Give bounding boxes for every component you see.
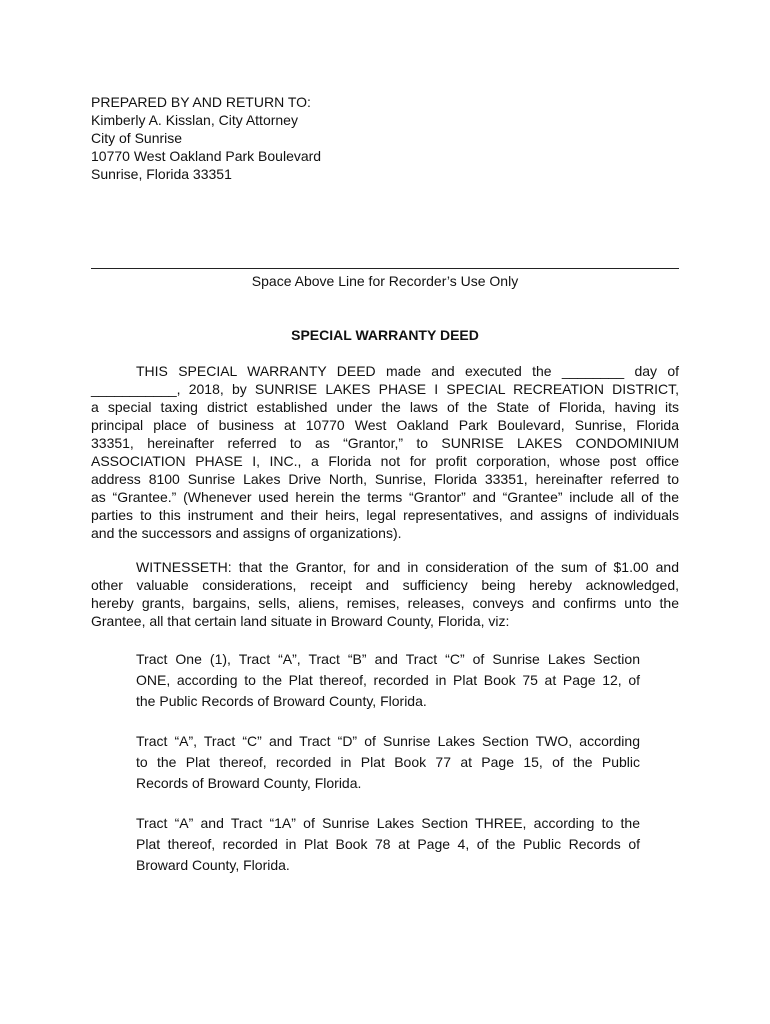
paragraph-line: a special taxing district established under the laws of the State of Florida, having its	[91, 399, 679, 415]
tract-description-section-one	[136, 649, 640, 712]
tract-line: ONE, according to the Plat thereof, recorded in Plat Book 75 at Page 12, of	[136, 672, 640, 688]
paragraph-line: ___________, 2018, by SUNRISE LAKES PHASE I SPECIAL RECREATION DISTRICT,	[91, 381, 679, 397]
paragraph-line: address 8100 Sunrise Lakes Drive North, Sunrise, Florida 33351, hereinafter referred to	[91, 471, 679, 487]
paragraph-line: ASSOCIATION PHASE I, INC., a Florida not for profit corporation, whose post office	[91, 453, 679, 469]
tract-line: the Public Records of Broward County, Florida.	[136, 693, 427, 709]
paragraph-line: and the successors and assigns of organizations).	[91, 525, 402, 541]
tract-line: Plat thereof, recorded in Plat Book 78 at Page 4, of the Public Records of	[136, 836, 640, 852]
paragraph-line: other valuable considerations, receipt and sufficiency being hereby acknowledged,	[91, 577, 679, 593]
tract-line: Broward County, Florida.	[136, 857, 290, 873]
tract-line: Tract One (1), Tract “A”, Tract “B” and Tract “C” of Sunrise Lakes Section	[136, 651, 640, 667]
recorder-divider	[91, 268, 679, 269]
tract-description-section-two	[136, 731, 640, 794]
paragraph-line: Grantee, all that certain land situate in Broward County, Florida, viz:	[91, 613, 510, 629]
paragraph-line: THIS SPECIAL WARRANTY DEED made and executed the ________ day of	[136, 363, 679, 379]
paragraph-line: principal place of business at 10770 West Oakland Park Boulevard, Sunrise, Florida	[91, 417, 679, 433]
street-address: 10770 West Oakland Park Boulevard	[91, 148, 322, 164]
city-state-zip: Sunrise, Florida 33351	[91, 166, 232, 182]
witnesseth-paragraph	[91, 558, 679, 630]
paragraph-line: hereby grants, bargains, sells, aliens, remises, releases, conveys and confirms unto the	[91, 595, 679, 611]
attorney-name: Kimberly A. Kisslan, City Attorney	[91, 112, 298, 128]
recorder-note: Space Above Line for Recorder’s Use Only	[251, 273, 519, 289]
tract-line: Records of Broward County, Florida.	[136, 775, 362, 791]
tract-description-section-three	[136, 813, 640, 876]
paragraph-line: as “Grantee.” (Whenever used herein the terms “Grantor” and “Grantee” include all of the	[91, 489, 679, 505]
paragraph-line: parties to this instrument and their heirs, legal representatives, and assigns of individuals	[91, 507, 679, 523]
tract-line: Tract “A”, Tract “C” and Tract “D” of Sunrise Lakes Section TWO, according	[136, 733, 640, 749]
organization: City of Sunrise	[91, 130, 183, 146]
paragraph-line: WITNESSETH: that the Grantor, for and in consideration of the sum of $1.00 and	[136, 559, 679, 575]
prepared-by-heading: PREPARED BY AND RETURN TO:	[91, 94, 311, 110]
tract-line: to the Plat thereof, recorded in Plat Book 77 at Page 15, of the Public	[136, 754, 640, 770]
opening-paragraph	[91, 362, 679, 542]
document-title: SPECIAL WARRANTY DEED	[291, 327, 479, 343]
prepared-by-block	[91, 93, 321, 183]
paragraph-line: 33351, hereinafter referred to as “Grantor,” to SUNRISE LAKES CONDOMINIUM	[91, 435, 679, 451]
tract-line: Tract “A” and Tract “1A” of Sunrise Lakes Section THREE, according to the	[136, 815, 640, 831]
